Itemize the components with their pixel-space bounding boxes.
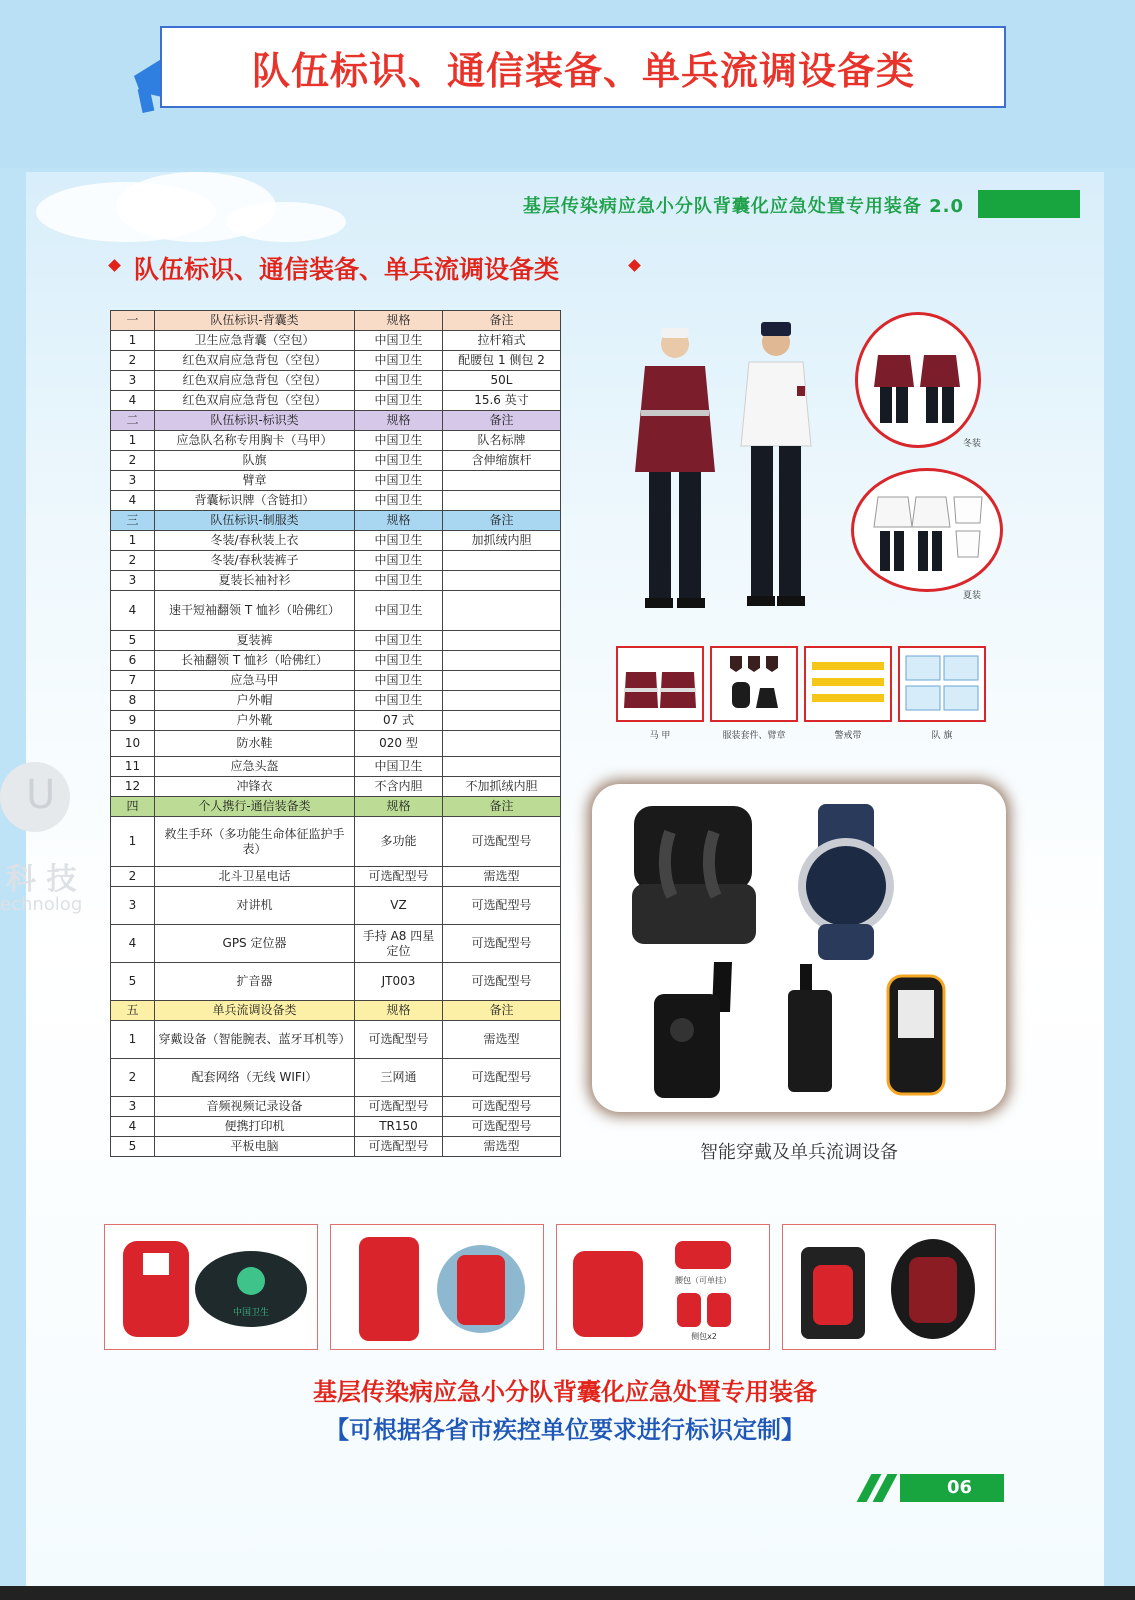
item-note	[443, 551, 561, 571]
spec-header: 规格	[355, 1001, 443, 1021]
item-note	[443, 631, 561, 651]
winter-uniform-image	[858, 315, 978, 445]
item-spec: 中国卫生	[355, 451, 443, 471]
item-name: 救生手环（多功能生命体征监护手表）	[155, 817, 355, 867]
section-index: 一	[111, 311, 155, 331]
item-name: 队旗	[155, 451, 355, 471]
item-note: 含伸缩旗杆	[443, 451, 561, 471]
vest-image	[618, 648, 702, 720]
table-row	[111, 571, 561, 591]
item-number: 10	[111, 731, 155, 757]
item-name: 平板电脑	[155, 1137, 355, 1157]
item-name: 户外靴	[155, 711, 355, 731]
item-spec: 中国卫生	[355, 371, 443, 391]
item-name: 冲锋衣	[155, 777, 355, 797]
top-banner	[0, 0, 1135, 168]
item-note	[443, 731, 561, 757]
item-name: 防水鞋	[155, 731, 355, 757]
table-row	[111, 391, 561, 411]
team-flag-label: 队 旗	[931, 731, 953, 741]
item-note: 队名标牌	[443, 431, 561, 451]
svg-text:腰包（可单挂）: 腰包（可单挂）	[675, 1276, 731, 1285]
item-name: 红色双肩应急背包（空包）	[155, 371, 355, 391]
section-index: 四	[111, 797, 155, 817]
devices-panel	[592, 784, 1006, 1112]
bag-image-frame	[330, 1224, 544, 1350]
item-number: 1	[111, 531, 155, 551]
table-row	[111, 757, 561, 777]
section-index: 三	[111, 511, 155, 531]
item-number: 6	[111, 651, 155, 671]
item-number: 2	[111, 351, 155, 371]
section-name: 队伍标识-标识类	[155, 411, 355, 431]
uniform-kit-image	[712, 648, 796, 720]
item-spec: 中国卫生	[355, 531, 443, 551]
item-number: 3	[111, 571, 155, 591]
item-spec: 中国卫生	[355, 691, 443, 711]
header-green-bar	[978, 190, 1080, 218]
item-spec: 可选配型号	[355, 1137, 443, 1157]
item-spec: 中国卫生	[355, 431, 443, 451]
uniform-kit-thumbnail	[710, 646, 798, 722]
table-row	[111, 631, 561, 651]
banner-box	[160, 26, 1006, 108]
item-number: 11	[111, 757, 155, 777]
vest-thumbnail	[616, 646, 704, 722]
section-name: 个人携行-通信装备类	[155, 797, 355, 817]
item-name: 音频视频记录设备	[155, 1097, 355, 1117]
table-row	[111, 731, 561, 757]
item-name: 户外帽	[155, 691, 355, 711]
item-note: 不加抓绒内胆	[443, 777, 561, 797]
item-number: 2	[111, 1059, 155, 1097]
section-header-row	[111, 1001, 561, 1021]
note-header: 备注	[443, 311, 561, 331]
item-spec: 07 式	[355, 711, 443, 731]
item-number: 9	[111, 711, 155, 731]
table-row	[111, 867, 561, 887]
red-backpack-image	[105, 1225, 317, 1349]
winter-uniform-person-image	[627, 322, 723, 612]
table-row	[111, 431, 561, 451]
summer-uniform-label: 夏装	[963, 591, 982, 601]
item-name: 冬装/春秋装裤子	[155, 551, 355, 571]
item-spec: 中国卫生	[355, 651, 443, 671]
note-header: 备注	[443, 411, 561, 431]
item-name: 应急头盔	[155, 757, 355, 777]
watermark-logo: U	[0, 762, 70, 832]
section-header-row	[111, 411, 561, 431]
winter-uniform-circle	[855, 312, 981, 448]
spec-header: 规格	[355, 411, 443, 431]
item-name: 速干短袖翻领 T 恤衫（哈佛红）	[155, 591, 355, 631]
item-note	[443, 491, 561, 511]
item-number: 1	[111, 331, 155, 351]
item-number: 3	[111, 887, 155, 925]
item-note	[443, 671, 561, 691]
item-name: 背囊标识牌（含链扣）	[155, 491, 355, 511]
item-note: 15.6 英寸	[443, 391, 561, 411]
table-row	[111, 817, 561, 867]
section-name: 队伍标识-背囊类	[155, 311, 355, 331]
warning-tape-label: 警戒带	[834, 731, 862, 741]
item-note: 可选配型号	[443, 1059, 561, 1097]
item-spec: 中国卫生	[355, 757, 443, 777]
item-note: 拉杆箱式	[443, 331, 561, 351]
svg-text:侧包x2: 侧包x2	[691, 1332, 717, 1341]
item-spec: 中国卫生	[355, 551, 443, 571]
item-spec: 中国卫生	[355, 671, 443, 691]
item-note	[443, 711, 561, 731]
item-name: 夏装裤	[155, 631, 355, 651]
devices-caption: 智能穿戴及单兵流调设备	[700, 1142, 898, 1163]
devices-image	[592, 784, 1006, 1112]
winter-uniform-label: 冬装	[963, 439, 982, 449]
uniform-images	[611, 312, 1011, 612]
table-row	[111, 963, 561, 1001]
item-note: 可选配型号	[443, 925, 561, 963]
item-number: 4	[111, 391, 155, 411]
table-row	[111, 1117, 561, 1137]
item-name: GPS 定位器	[155, 925, 355, 963]
footer-subtitle: 【可根据各省市疾控单位要求进行标识定制】	[325, 1416, 805, 1444]
spec-header: 规格	[355, 797, 443, 817]
table-row	[111, 691, 561, 711]
item-note: 50L	[443, 371, 561, 391]
item-spec: 三网通	[355, 1059, 443, 1097]
note-header: 备注	[443, 511, 561, 531]
item-number: 4	[111, 1117, 155, 1137]
spec-header: 规格	[355, 311, 443, 331]
item-spec: 可选配型号	[355, 867, 443, 887]
item-note	[443, 571, 561, 591]
item-note: 可选配型号	[443, 1117, 561, 1137]
table-row	[111, 1059, 561, 1097]
item-number: 5	[111, 963, 155, 1001]
item-spec: 可选配型号	[355, 1021, 443, 1059]
diamond-icon	[628, 259, 641, 272]
item-number: 7	[111, 671, 155, 691]
item-name: 冬装/春秋装上衣	[155, 531, 355, 551]
item-spec: 手持 A8 四星定位	[355, 925, 443, 963]
table-row	[111, 471, 561, 491]
section-header-row	[111, 797, 561, 817]
item-note: 需选型	[443, 1021, 561, 1059]
warning-tape-thumbnail	[804, 646, 892, 722]
item-number: 4	[111, 591, 155, 631]
note-header: 备注	[443, 797, 561, 817]
item-name: 北斗卫星电话	[155, 867, 355, 887]
item-spec: VZ	[355, 887, 443, 925]
item-note: 可选配型号	[443, 1097, 561, 1117]
item-note: 加抓绒内胆	[443, 531, 561, 551]
table-row	[111, 451, 561, 471]
table-row	[111, 777, 561, 797]
item-number: 5	[111, 631, 155, 651]
vest-label: 马 甲	[649, 731, 671, 741]
section-title: 队伍标识、通信装备、单兵流调设备类	[134, 255, 560, 284]
item-note: 可选配型号	[443, 817, 561, 867]
catalog-page: 基层传染病应急小分队背囊化应急处置专用装备 2.0 队伍标识、通信装备、单兵流调设备类 U 科 技 echnolog 一 队伍标识-背囊类 规格 备注 1 卫生应急背囊（空包） 中国卫生 拉杆箱式 2 红色双肩应急背包（空包） 中国卫生 配腰包 1 侧包 2 3 红色双肩应急背包（空包） 中国卫生 50L 4 红色双肩应急背包（空包） 中国卫生 15.6 英寸 二 队伍标识-标识类 规格 备注 1 应急队名称专用胸卡（马甲） 中国卫生 队名标牌 2 队旗 中国卫生 含伸缩旗杆 3 臂章 中国卫生 4 背囊标识牌（含链扣） 中国卫生 三 队伍标识-制服类 规格 备注 1 冬装/春秋装上衣 中国卫生 加抓绒内胆 2 冬装/春秋装裤子 中国卫生 3 夏装长袖衬衫 中国卫生 4 速干短袖翻领 T 恤衫（哈佛红） 中国卫生 5 夏装裤 中国卫生 6 长袖翻领 T 恤衫（哈佛红） 中国卫生 7 应急马甲 中国卫生 8 户外帽 中国卫生 9 户外靴 07 式 10 防水鞋 020 型 11 应急头盔 中国卫生 12 冲锋衣 不含内胆 不加抓绒内胆 四 个人携行-通信装备类 规格 备注 1 救生手环（多功能生命体征监护手表） 多功能 可选配型号 2 北斗卫星电话 可选配型号 需选型 3 对讲机 VZ 可选配型号 4 GPS 定位器 手持 A8 四星定位 可选配型号 5 扩音器 JT003 可选配型号 五 单兵流调设备类 规格 备注 1 穿戴设备（智能腕表、蓝牙耳机等） 可选配型号 需选型 2 配套网络（无线 WIFI） 三网通 可选配型号 3 音频视频记录设备 可选配型号 可选配型号 4 便携打印机 TR150 可选配型号 5 平板电脑 可选配型号 需选型 冬装 夏装 马 甲 服装套件、臂章 警戒带 队 旗 智能穿戴及单兵流调设备 中国卫生 腰包（可单挂） 侧包x2 基层传染病应急小分队背囊化应急处置专用装备 【可根据各省市疾控单位要求进行标识定制】 06	[26, 172, 1104, 1586]
item-note	[443, 591, 561, 631]
spec-header: 规格	[355, 511, 443, 531]
item-spec: 中国卫生	[355, 331, 443, 351]
item-name: 扩音器	[155, 963, 355, 1001]
table-row	[111, 531, 561, 551]
page-number: 06	[900, 1474, 1004, 1502]
item-note	[443, 757, 561, 777]
item-spec: 中国卫生	[355, 631, 443, 651]
item-note: 配腰包 1 侧包 2	[443, 351, 561, 371]
item-spec: 中国卫生	[355, 491, 443, 511]
item-name: 红色双肩应急背包（空包）	[155, 391, 355, 411]
section-index: 二	[111, 411, 155, 431]
item-note: 需选型	[443, 867, 561, 887]
item-number: 3	[111, 471, 155, 491]
table-row	[111, 491, 561, 511]
item-name: 便携打印机	[155, 1117, 355, 1137]
item-name: 应急队名称专用胸卡（马甲）	[155, 431, 355, 451]
series-title: 基层传染病应急小分队背囊化应急处置专用装备 2.0	[522, 196, 964, 217]
item-number: 1	[111, 817, 155, 867]
item-spec: JT003	[355, 963, 443, 1001]
item-name: 配套网络（无线 WIFI）	[155, 1059, 355, 1097]
section-header-row	[111, 511, 561, 531]
item-number: 3	[111, 371, 155, 391]
item-note: 可选配型号	[443, 887, 561, 925]
item-note: 需选型	[443, 1137, 561, 1157]
item-name: 夏装长袖衬衫	[155, 571, 355, 591]
item-spec: 中国卫生	[355, 391, 443, 411]
item-number: 5	[111, 1137, 155, 1157]
table-row	[111, 711, 561, 731]
item-spec: TR150	[355, 1117, 443, 1137]
table-row	[111, 1137, 561, 1157]
item-number: 2	[111, 551, 155, 571]
table-row	[111, 551, 561, 571]
item-spec: 中国卫生	[355, 351, 443, 371]
bag-image-frame	[782, 1224, 996, 1350]
table-row	[111, 371, 561, 391]
item-spec: 中国卫生	[355, 471, 443, 491]
item-name: 卫生应急背囊（空包）	[155, 331, 355, 351]
large-backpack-image	[331, 1225, 543, 1349]
team-flag-thumbnail	[898, 646, 986, 722]
item-note	[443, 691, 561, 711]
bag-image-frame	[556, 1224, 770, 1350]
section-index: 五	[111, 1001, 155, 1021]
table-row	[111, 651, 561, 671]
table-row	[111, 351, 561, 371]
summer-uniform-circle	[851, 468, 1003, 592]
summer-uniform-person-image	[731, 316, 821, 612]
item-number: 3	[111, 1097, 155, 1117]
section-name: 队伍标识-制服类	[155, 511, 355, 531]
item-spec: 中国卫生	[355, 591, 443, 631]
item-spec: 不含内胆	[355, 777, 443, 797]
table-row	[111, 925, 561, 963]
item-spec: 多功能	[355, 817, 443, 867]
item-number: 12	[111, 777, 155, 797]
table-row	[111, 1021, 561, 1059]
svg-text:中国卫生: 中国卫生	[232, 1308, 270, 1318]
warning-tape-image	[806, 648, 890, 720]
item-number: 1	[111, 1021, 155, 1059]
trolley-backpack-image	[783, 1225, 995, 1349]
section-name: 单兵流调设备类	[155, 1001, 355, 1021]
section-header-row	[111, 311, 561, 331]
item-spec: 可选配型号	[355, 1097, 443, 1117]
team-flag-image	[900, 648, 984, 720]
item-name: 穿戴设备（智能腕表、蓝牙耳机等）	[155, 1021, 355, 1059]
table-row	[111, 1097, 561, 1117]
item-note	[443, 471, 561, 491]
table-row	[111, 887, 561, 925]
item-name: 长袖翻领 T 恤衫（哈佛红）	[155, 651, 355, 671]
item-number: 1	[111, 431, 155, 451]
item-spec: 020 型	[355, 731, 443, 757]
table-row	[111, 591, 561, 631]
footer-title: 基层传染病应急小分队背囊化应急处置专用装备	[313, 1378, 817, 1406]
item-spec: 中国卫生	[355, 571, 443, 591]
item-number: 4	[111, 925, 155, 963]
uniform-kit-label: 服装套件、臂章	[722, 731, 786, 741]
item-name: 对讲机	[155, 887, 355, 925]
table-row	[111, 671, 561, 691]
item-number: 4	[111, 491, 155, 511]
equipment-table	[110, 310, 561, 1157]
item-number: 2	[111, 451, 155, 471]
bottom-strip	[0, 1586, 1135, 1600]
item-note: 可选配型号	[443, 963, 561, 1001]
bag-image-frame	[104, 1224, 318, 1350]
note-header: 备注	[443, 1001, 561, 1021]
item-note	[443, 651, 561, 671]
table-row	[111, 331, 561, 351]
backpack-with-pouches-image	[557, 1225, 769, 1349]
item-name: 应急马甲	[155, 671, 355, 691]
item-number: 2	[111, 867, 155, 887]
banner-title: 队伍标识、通信装备、单兵流调设备类	[252, 49, 916, 93]
summer-uniform-image	[854, 471, 1000, 589]
cloud-decoration	[226, 202, 346, 242]
item-name: 红色双肩应急背包（空包）	[155, 351, 355, 371]
item-number: 8	[111, 691, 155, 711]
item-name: 臂章	[155, 471, 355, 491]
diamond-icon	[108, 259, 121, 272]
